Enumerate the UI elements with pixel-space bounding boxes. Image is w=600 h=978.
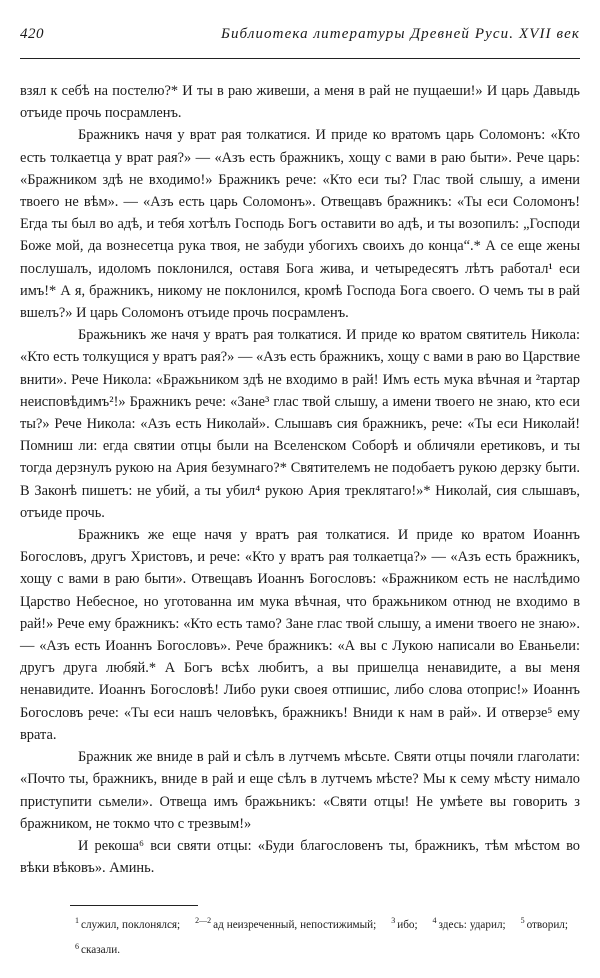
footnote-text: служил, поклонялся; [81, 918, 181, 931]
footnote-number: 6 [75, 941, 79, 951]
page-number: 420 [20, 26, 44, 42]
paragraph: взял к себѣ на постелю?* И ты в раю живеши, а меня в рай не пущаеши!» И царь Давыдь отъиде прочь посрамленъ. [20, 83, 580, 122]
footnote [391, 916, 418, 931]
footnote [520, 916, 569, 931]
paragraph: Бражникъ же еще начя у вратъ рая толкатися. И приде ко вратом Иоаннъ Богословъ, другъ Христовъ, и рече: «Кто у вратъ рая толкаетца?» — «Азъ есть бражникъ, хощу с вами в раю быти». Отвещавъ Иоаннъ Богословъ: «Бражником есть не наслѣдимо Царство Небесное, но уготованна им мука вѣчная, что бражьником отнюд не входимо в рай!» Рече ему бражникъ: «Кто есть тамо? Зане глас твой слышу, а имени твоего не знаю». — «Азъ есть Иоаннъ Богословъ». Рече бражникъ: «А вы с Лукою написали во Еваньели: другъ друга любяй.* А Богъ всѣх любитъ, а вы пришелца ненавидите, а вы меня ненавидите. Иоаннъ Богословѣ! Либо руки своея отпишис, либо слова отоприс!» Иоаннъ Богословъ рече: «Ты еси нашъ человѣкъ, бражникъ! Вниди к нам в рай». И отверзе⁵ ему врата. [20, 527, 580, 743]
footnote-text: ибо; [397, 918, 418, 931]
footnote-number: 5 [520, 916, 525, 925]
footnote [432, 916, 506, 931]
footnote-number: 3 [391, 916, 396, 925]
paragraph: Бражник же вниде в рай и сѣлъ в лутчемъ мѣсьте. Святи отцы почяли глаголати: «Почто ты, бражникъ, вниде в рай и еще сѣлъ в лутчемъ мѣсте? Мы к сему мѣсту нимало приступити сьмели». Отвеща имъ бражьникъ: «Святи отцы! Не умѣете вы говорить з бражником, не токмо что с трезвым!» [20, 749, 580, 832]
footnote-number: 2—2 [195, 916, 212, 925]
running-title: Библиотека литературы Древней Руси. XVII век [221, 26, 580, 42]
main-text [20, 80, 580, 879]
footnote-text: сказали. [81, 944, 121, 957]
running-header [20, 14, 580, 44]
footnote-text: ад неизреченный, непостижимый; [213, 918, 377, 931]
paragraph: Бражьникъ же начя у вратъ рая толкатися. И приде ко вратом святитель Никола: «Кто есть толкущися у вратъ рая?» — «Азъ есть бражникъ, хощу с вами в раю во Царствие внити». Рече Никола: «Бражьником здѣ не входимо в рай! Имъ есть мука вѣчная и ²тартар неисповѣдимъ²!» Бражникъ рече: «Занe³ глас твой слышу, а имени твоего не знаю, кто еси ты?» Рече Никола: «Азъ есть Николай». Слышавъ сия бражникъ, рече: «Ты еси Николай! Помниш ли: егда святии отцы были на Вселенском Соборѣ и обличяли еретиковъ, и ты тогда дерзнулъ рукою на Ария безумнаго?* Святителемъ не подобаетъ рукою дерзку быти. В Законѣ пишетъ: не убий, а ты убил⁴ рукою Ария треклятаго!»* Николай, сия слышавъ, отъиде прочь. [20, 327, 580, 521]
header-rule [20, 58, 580, 59]
paragraph: Бражникъ начя у врат рая толкатися. И приде ко вратомъ царь Соломонъ: «Кто есть толкаетца у врат рая?» — «Азъ есть бражникъ, хощу с вами в раю быти». Рече царь: «Бражником здѣ не входимо!» Бражникъ рече: «Кто еси ты? Глас твой слышу, а имени твоего не вѣм». — «Азъ есть царь Соломонъ». Отвещавъ бражникъ: «Ты еси Соломонъ! Егда ты был во адѣ, и тебя хотѣлъ Господь Богъ оставити во адѣ, и ты возопилъ: „Господи Боже мой, да вознесетца рука твоя, не забуди убогихъ своихъ до конца“.* А се еще жены послушалъ, идоломъ поклонился, оставя Бога жива, и четыредесятъ лѣтъ работал¹ еси имъ!* А я, бражникъ, никому не поклонился, кромѣ Господа Бога своего. О чемъ ты в рай вшелъ?» И царь Соломонъ отъиде прочь посрамленъ. [20, 127, 580, 322]
footnote [75, 941, 121, 957]
footnote-text: здесь: ударил; [438, 918, 506, 931]
footnote-number: 1 [75, 916, 79, 925]
footnote [75, 916, 181, 931]
footnote-rule [70, 905, 198, 906]
footnote-text: отворил; [526, 918, 569, 931]
footnote [195, 916, 377, 931]
footnote-number: 4 [432, 916, 437, 925]
footnotes [75, 910, 580, 961]
paragraph: И рекоша⁶ вси святи отцы: «Буди благословенъ ты, бражникъ, тѣм мѣстом во вѣки вѣковъ». Аминь. [20, 837, 580, 877]
